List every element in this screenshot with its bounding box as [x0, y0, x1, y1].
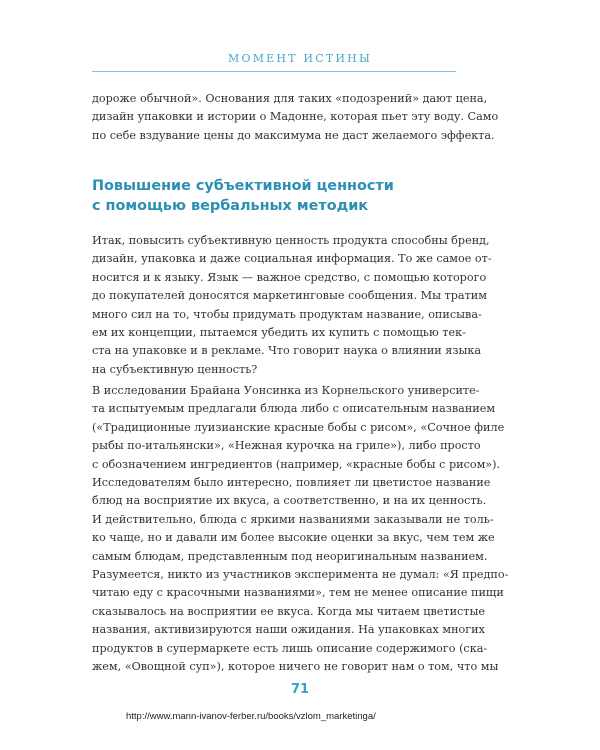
- text-line: жем, «Овощной суп»), которое ничего не говорит нам о том, что мы: [92, 660, 499, 674]
- text-line: Итак, повысить субъективную ценность продукта способны бренд,: [92, 234, 490, 247]
- text-line: та испытуемым предлагали блюда либо с описательным названием: [92, 402, 496, 416]
- text-line: И действительно, блюда с яркими названиями заказывали не толь-: [92, 512, 494, 526]
- header-rule: [92, 71, 456, 72]
- paragraph-1: [92, 232, 492, 379]
- text-line: ем их концепции, пытаемся убедить их купить с помощью тек-: [92, 326, 466, 340]
- text-line: до покупателей доносятся маркетинговые сообщения. Мы тратим: [92, 289, 487, 303]
- text-line: ста на упаковке и в рекламе. Что говорит наука о влиянии языка: [92, 344, 482, 358]
- text-line: Разумеется, никто из участников эксперимента не думал: «Я предпо-: [92, 568, 509, 582]
- text-line: дизайн упаковки и истории о Мадонне, которая пьет эту воду. Само: [92, 110, 499, 124]
- text-line: ко чаще, но и давали им более высокие оценки за вкус, чем тем же: [92, 531, 495, 545]
- source-url: http://www.mann-ivanov-ferber.ru/books/vzlom_marketinga/: [126, 711, 376, 722]
- intro-paragraph: [92, 90, 499, 145]
- text-line: с обозначением ингредиентов (например, «красные бобы с рисом»).: [92, 457, 501, 471]
- heading-line: с помощью вербальных методик: [92, 198, 369, 214]
- text-line: блюд на восприятие их вкуса, а соответственно, и на их ценность.: [92, 494, 487, 508]
- text-line: рыбы по-итальянски», «Нежная курочка на гриле»), либо просто: [92, 439, 481, 453]
- text-line: самым блюдам, представленным под неоригинальным названием.: [92, 549, 488, 563]
- text-line: Исследователям было интересно, повлияет ли цветистое название: [92, 476, 491, 490]
- text-line: читаю еду с красочными названиями», тем не менее описание пищи: [92, 586, 504, 600]
- text-line: по себе вздувание цены до максимума не даст желаемого эффекта.: [92, 128, 495, 142]
- text-line: дороже обычной». Основания для таких «подозрений» дают цена,: [92, 92, 488, 105]
- text-line: сказывалось на восприятии ее вкуса. Когда мы читаем цветистые: [92, 604, 486, 618]
- text-line: продуктов в супермаркете есть лишь описание содержимого (ска-: [92, 641, 488, 655]
- heading-line: Повышение субъективной ценности: [92, 178, 394, 194]
- page-number: 71: [290, 682, 310, 697]
- paragraph-2: [92, 382, 509, 677]
- text-line: («Традиционные луизианские красные бобы с рисом», «Сочное филе: [92, 420, 505, 434]
- text-line: много сил на то, чтобы придумать продуктам название, описыва-: [92, 307, 482, 321]
- text-line: на субъективную ценность?: [92, 362, 258, 376]
- text-line: носится и к языку. Язык — важное средство, с помощью которого: [92, 270, 487, 284]
- running-head: МОМЕНТ ИСТИНЫ: [228, 52, 372, 65]
- section-heading: [92, 176, 456, 216]
- text-line: В исследовании Брайана Уонсинка из Корнельского университе-: [92, 384, 480, 397]
- text-line: дизайн, упаковка и даже социальная информация. То же самое от-: [92, 252, 492, 266]
- text-line: названия, активизируются наши ожидания. На упаковках многих: [92, 623, 485, 637]
